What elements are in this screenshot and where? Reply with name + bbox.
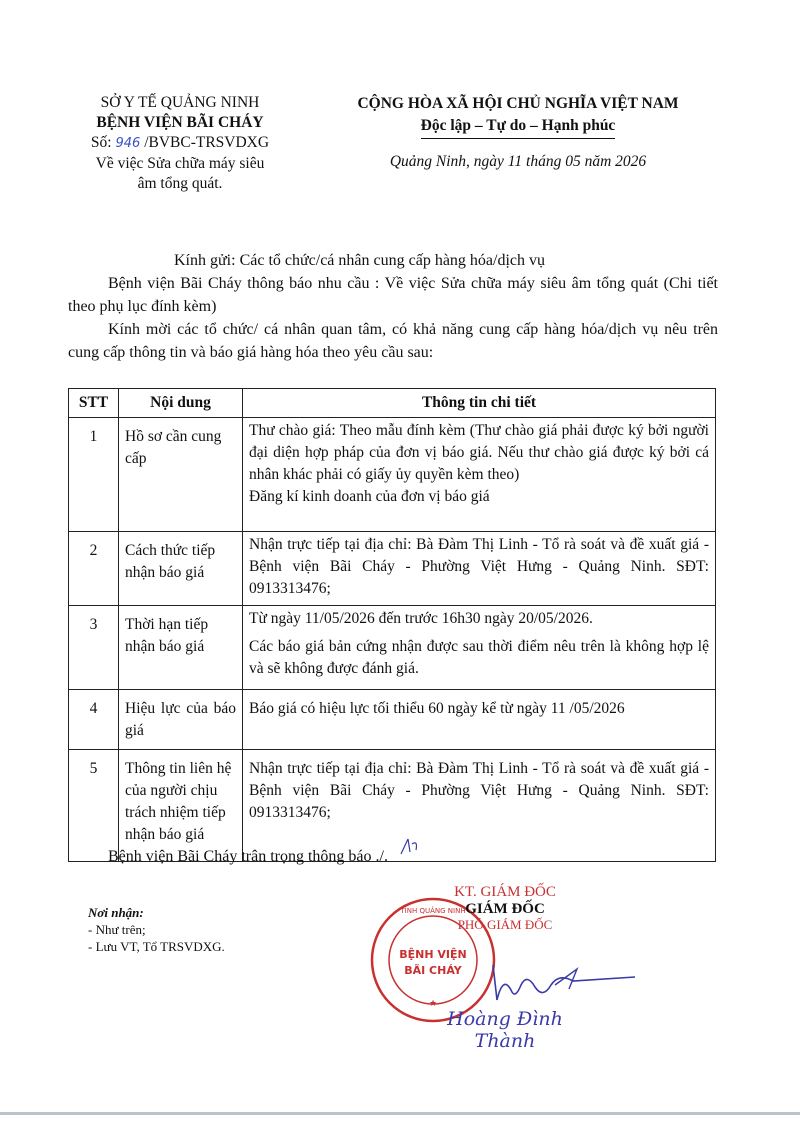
motto: Độc lập – Tự do – Hạnh phúc — [421, 115, 616, 139]
initial-mark — [398, 836, 422, 858]
requirements-table — [68, 388, 716, 862]
nation-title: CỘNG HÒA XÃ HỘI CHỦ NGHĨA VIỆT NAM — [357, 95, 679, 112]
row-content: Thời hạn tiếp nhận báo giá — [119, 606, 243, 690]
row-stt: 2 — [69, 532, 119, 606]
recipient-item: - Lưu VT, Tổ TRSVDXG. — [88, 939, 225, 954]
table-row — [69, 606, 716, 690]
doc-number-handwritten: 946 — [115, 136, 141, 151]
place-date: Quảng Ninh, ngày 11 tháng 05 năm 2026 — [389, 153, 647, 170]
row-stt: 3 — [69, 606, 119, 690]
issuer-block — [60, 93, 300, 194]
intro-paragraph-1: Bệnh viện Bãi Cháy thông báo nhu cầu : Về việc Sửa chữa máy siêu âm tổng quát (Chi tiết theo phụ lục đính kèm) — [68, 275, 718, 315]
recipients-block — [88, 904, 225, 955]
row-content: Cách thức tiếp nhận báo giá — [119, 532, 243, 606]
row-detail — [243, 606, 716, 690]
hospital-name: BỆNH VIỆN BÃI CHÁY — [96, 114, 264, 131]
row-detail-main: Thư chào giá: Theo mẫu đính kèm (Thư chào giá phải được ký bởi người đại diện hợp pháp của đơn vị báo giá. Nếu thư chào giá được ký bởi cá nhân khác phải có giấy ủy quyền kèm theo) — [249, 422, 709, 483]
header-stt: STT — [69, 389, 119, 418]
signature-director: GIÁM ĐỐC — [465, 901, 545, 917]
doc-number-suffix: /BVBC-TRSVDXG — [140, 134, 270, 151]
row-stt: 4 — [69, 690, 119, 750]
row-content: Hồ sơ cần cung cấp — [119, 418, 243, 532]
table-row — [69, 690, 716, 750]
signer-name: Hoàng Đình Thành — [447, 1008, 563, 1052]
header-content: Nội dung — [119, 389, 243, 418]
doc-number — [60, 133, 300, 154]
agency-name: SỞ Y TẾ QUẢNG NINH — [100, 94, 260, 111]
signature-kt: KT. GIÁM ĐỐC — [454, 884, 556, 900]
row-stt: 1 — [69, 418, 119, 532]
subject-line-2: âm tổng quát. — [137, 175, 223, 192]
row-detail: Báo giá có hiệu lực tối thiểu 60 ngày kể từ ngày 11 /05/2026 — [243, 690, 716, 750]
row-detail: Nhận trực tiếp tại địa chỉ: Bà Đàm Thị Linh - Tổ rà soát và đề xuất giá - Bệnh viện Bãi Cháy - Phường Việt Hưng - Quảng Ninh. SĐT: 0913313476; — [243, 532, 716, 606]
stamp-ring-text: TỈNH QUẢNG NINH — [400, 907, 466, 915]
row-stt: 5 — [69, 750, 119, 862]
stamp-line-2: BÃI CHÁY — [404, 964, 462, 977]
signature-deputy: PHÓ GIÁM ĐỐC — [457, 917, 553, 932]
handwritten-signature — [485, 955, 645, 1015]
row-detail: Nhận trực tiếp tại địa chỉ: Bà Đàm Thị Linh - Tổ rà soát và đề xuất giá - Bệnh viện Bãi Cháy - Phường Việt Hưng - Quảng Ninh. SĐT: 0913313476; — [243, 750, 716, 862]
table-row — [69, 750, 716, 862]
recipients-heading: Nơi nhận: — [88, 905, 144, 920]
svg-text:★: ★ — [428, 999, 438, 1009]
header-detail: Thông tin chi tiết — [243, 389, 716, 418]
closing-line: Bệnh viện Bãi Cháy trân trọng thông báo ./. — [108, 848, 388, 865]
scan-edge — [0, 1112, 800, 1115]
row-content: Hiệu lực của báo giá — [119, 690, 243, 750]
table-header-row — [69, 389, 716, 418]
table-row — [69, 532, 716, 606]
doc-number-prefix: Số: — [90, 134, 116, 151]
stamp-line-1: BỆNH VIỆN — [399, 948, 467, 961]
row-detail-main: Từ ngày 11/05/2026 đến trước 16h30 ngày 20/05/2026. — [249, 610, 593, 627]
row-content: Thông tin liên hệ của người chịu trách nhiệm tiếp nhận báo giá — [119, 750, 243, 862]
signature-title — [420, 884, 590, 918]
table-row — [69, 418, 716, 532]
row-detail-extra: Đăng kí kinh doanh của đơn vị báo giá — [249, 488, 490, 505]
subject-line-1: Về việc Sửa chữa máy siêu — [95, 155, 265, 172]
recipient-line: Kính gửi: Các tổ chức/cá nhân cung cấp hàng hóa/dịch vụ — [174, 252, 546, 269]
intro-paragraph-2: Kính mời các tổ chức/ cá nhân quan tâm, có khả năng cung cấp hàng hóa/dịch vụ nêu trên cung cấp thông tin và báo giá hàng hóa theo yêu cầu sau: — [68, 321, 718, 361]
row-detail — [243, 418, 716, 532]
row-detail-extra: Các báo giá bản cứng nhận được sau thời điểm nêu trên là không hợp lệ và sẽ không được đánh giá. — [249, 638, 709, 677]
national-header — [318, 93, 718, 173]
recipient-item: - Như trên; — [88, 922, 146, 937]
